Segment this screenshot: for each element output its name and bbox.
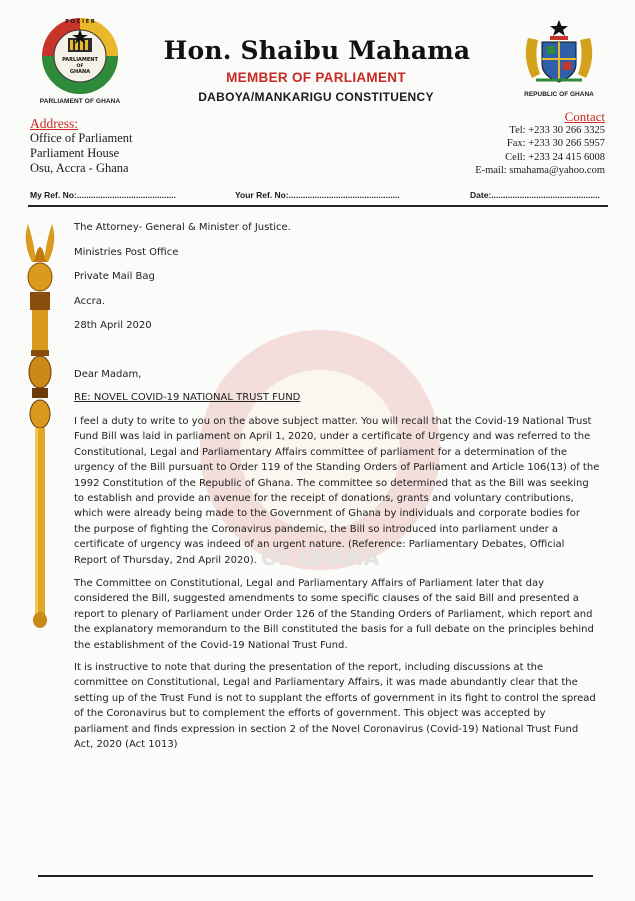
mp-role: MEMBER OF PARLIAMENT (226, 70, 406, 85)
footer-divider (38, 875, 593, 877)
parliament-seal-icon (40, 16, 120, 96)
recipient: The Attorney- General & Minister of Justice. (74, 222, 291, 233)
recipient-office: Ministries Post Office (74, 247, 179, 258)
address-line-3: Osu, Accra - Ghana (30, 161, 129, 175)
paragraph-line: parliament and finds expression in section 2 of the Novel Coronavirus (Covid-19) National Trust Fund (74, 723, 579, 735)
contact-fax: Fax: +233 30 266 5957 (506, 138, 605, 149)
address-line-1: Office of Parliament (30, 131, 133, 145)
paragraph-line: The Committee on Constitutional, Legal and Parliamentary Affairs of Parliament later that day (74, 578, 545, 589)
left-logo-text-1: PARLIAMENT (62, 57, 98, 63)
republic-caption: REPUBLIC OF GHANA (524, 91, 594, 98)
contact-cell: Cell: +233 24 415 6008 (505, 151, 605, 163)
mp-name: Hon. Shaibu Mahama (163, 36, 471, 65)
paragraph-line: the establishment of the Covid-19 National Trust Fund. (74, 639, 348, 651)
letter-date: 28th April 2020 (74, 320, 152, 331)
address-line-2: Parliament House (30, 146, 120, 160)
my-ref: My Ref. No:.......................................... (30, 190, 176, 200)
paragraph-line: report to plenary of Parliament under Order 126 of the Standing Orders of Parliament, which report and (74, 608, 593, 620)
paragraph-line: to establish and provide an avenue for the receipt of donations, grants and voluntary contributions, (74, 493, 574, 505)
paragraph-line: considered the Bill, suggested amendments to some specific clauses of the said Bill and presented a (74, 593, 579, 605)
address-label: Address: (30, 116, 78, 131)
paragraph-line: committee on Constitutional, Legal and Parliamentary Affairs, it was made abundantly clear that the (74, 677, 578, 689)
subject-line: RE: NOVEL COVID-19 NATIONAL TRUST FUND (74, 392, 301, 403)
parliament-logo (34, 16, 126, 105)
date-ref: Date:.............................................. (470, 190, 600, 200)
paragraph-line: of the Coronavirus but to complement the efforts of government. This object was accepted by (74, 708, 546, 720)
coat-of-arms-logo (514, 18, 604, 98)
recipient-bag: Private Mail Bag (74, 271, 155, 282)
paragraph-line: 1992 Constitution of the Republic of Ghana. The committee so determined that as the Bill was seeking (74, 477, 589, 489)
contact-block (475, 110, 605, 178)
header-divider (28, 205, 608, 207)
left-logo-text-2: OF (76, 64, 84, 69)
your-ref: Your Ref. No:............................................... (235, 190, 400, 200)
paragraph-line: Act, 2020 (Act 1013) (74, 739, 178, 751)
left-logo-motto: P O C I E R (65, 19, 95, 25)
paragraph-line: the explanatory memorandum to the Bill constituted the basis for a full debate on the principles behind (74, 624, 594, 636)
paragraph-line: urgency of the Bill pursuant to Order 119 of the Standing Orders of Parliament and Article 106(13) of the (74, 462, 600, 474)
paragraph-line: setting up of the Trust Fund is not to supplant the efforts of government in its fight to control the spread (74, 692, 596, 704)
left-logo-text-3: GHANA (69, 69, 91, 75)
contact-tel: Tel: +233 30 266 3325 (509, 124, 605, 136)
parliament-caption: PARLIAMENT OF GHANA (39, 98, 121, 105)
paragraph-line: the purpose of fighting the Coronavirus pandemic, the Bill so introduced into parliament under a (74, 523, 559, 535)
mp-constituency: DABOYA/MANKARIGU CONSTITUENCY (198, 90, 434, 104)
mace-icon (18, 222, 62, 632)
coat-of-arms-icon (520, 18, 598, 88)
paragraph-line: I feel a duty to write to you on the above subject matter. You will recall that the Covid-19 National Trust (74, 416, 592, 427)
paragraph-line: certificate of urgency was indeed of an urgent nature. (Reference: Parliamentary Debates, Official (74, 539, 565, 551)
salutation: Dear Madam, (74, 369, 142, 380)
paragraph-line: Report of Thursday, 2nd April 2020). (74, 554, 257, 566)
contact-email: E-mail: smahama@yahoo.com (475, 165, 605, 176)
paragraph-line: Constitutional, Legal and Parliamentary Affairs committee of parliament for a determination of the (74, 446, 568, 458)
address-block (30, 116, 133, 176)
watermark-text: OF GHANA (260, 546, 380, 570)
recipient-city: Accra. (74, 296, 106, 307)
paragraph-1 (74, 414, 600, 568)
paragraph-3 (74, 660, 596, 752)
paragraph-line: It is instructive to note that during the presentation of the report, including discussions at the (74, 662, 544, 673)
paragraph-line: Fund Bill was laid in parliament on April 1, 2020, under a certificate of Urgency and was referred to the (74, 431, 591, 443)
contact-label: Contact (564, 109, 605, 124)
paragraph-2 (74, 576, 592, 653)
paragraph-line: which were already being made to the Government of Ghana by individuals and corporate bodies for (74, 508, 581, 520)
